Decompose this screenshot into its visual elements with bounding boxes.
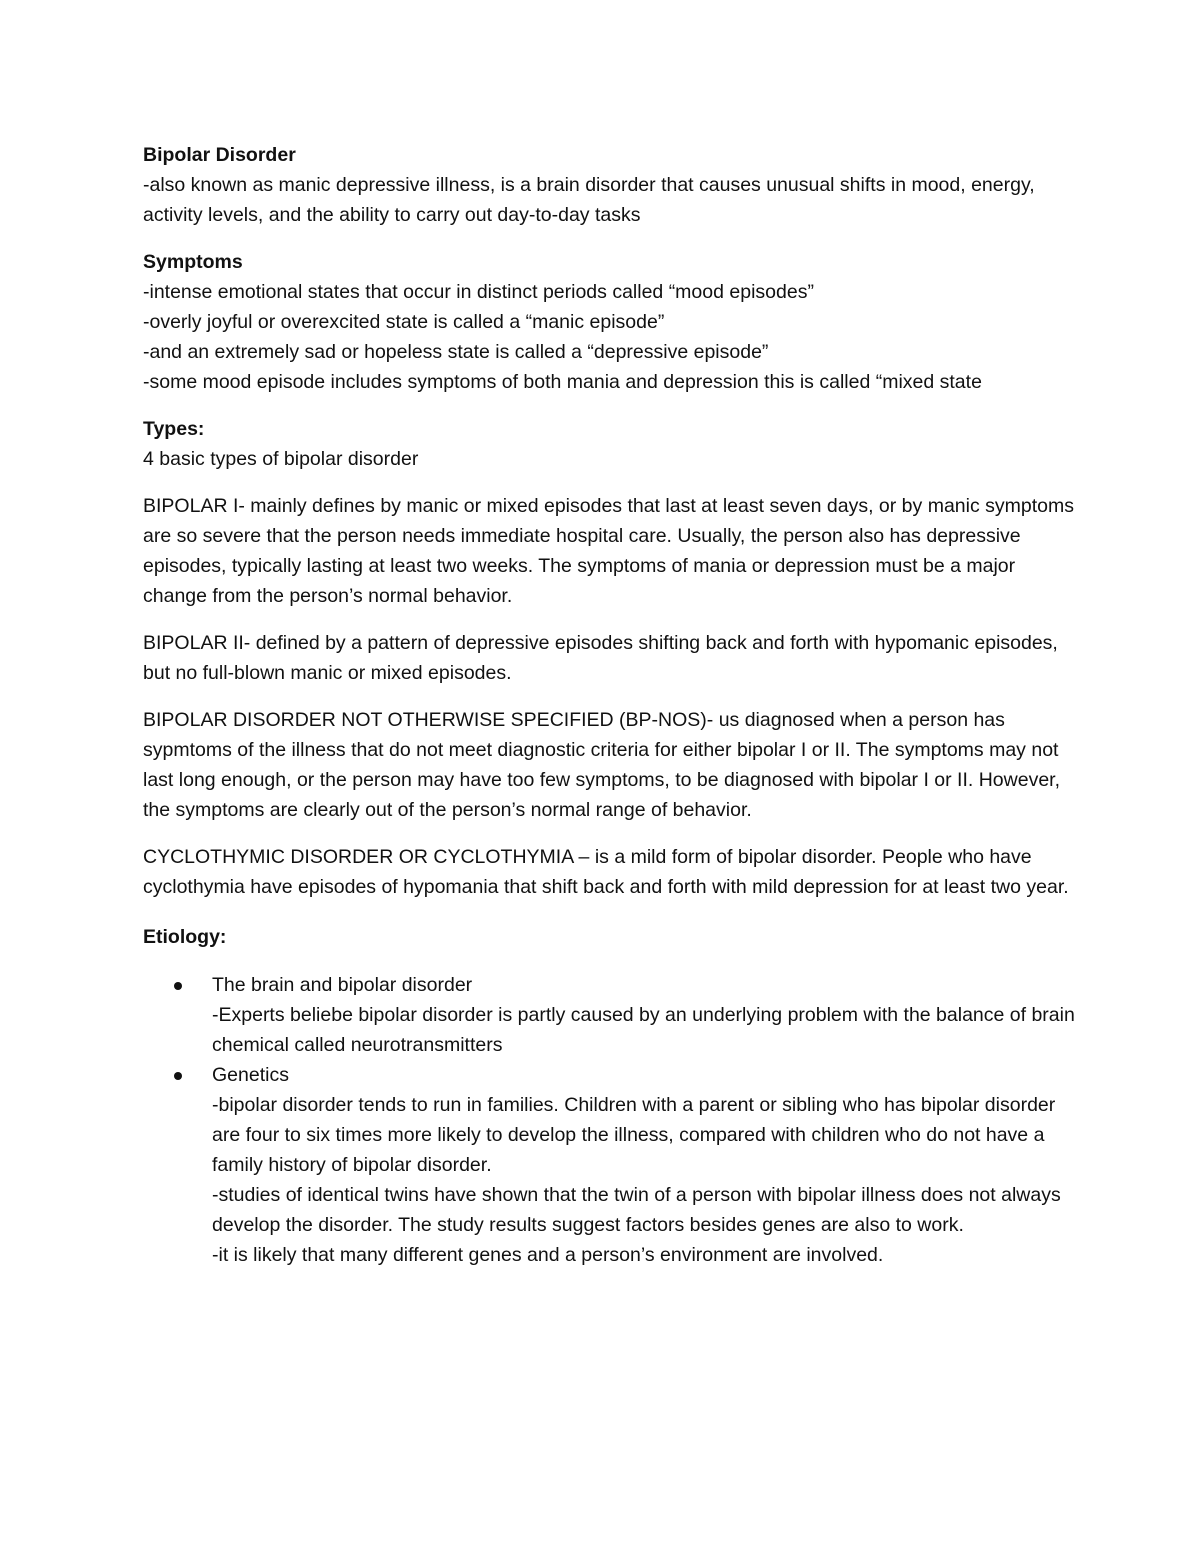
etiology-item-line: -studies of identical twins have shown that the twin of a person with bipolar illness does not always develop the disorder. The study results suggest factors besides genes are also to work.: [212, 1184, 1061, 1236]
etiology-item-title: Genetics: [212, 1064, 289, 1086]
bullet-icon: [174, 982, 182, 990]
etiology-item-line: -it is likely that many different genes and a person’s environment are involved.: [212, 1244, 884, 1266]
etiology-item-line: -Experts beliebe bipolar disorder is partly caused by an underlying problem with the balance of brain chemical called neurotransmitters: [212, 1004, 1075, 1056]
etiology-item-title: The brain and bipolar disorder: [212, 974, 473, 996]
symptom-line: -intense emotional states that occur in distinct periods called “mood episodes”: [143, 281, 814, 303]
cyclothymia-paragraph: CYCLOTHYMIC DISORDER OR CYCLOTHYMIA – is a mild form of bipolar disorder. People who have cyclothymia have episodes of hypomania that shift back and forth with mild depression for at least two year.: [143, 846, 1069, 898]
document-page: [143, 140, 1078, 1270]
document-title: Bipolar Disorder: [143, 144, 296, 166]
etiology-heading: Etiology:: [143, 926, 227, 948]
types-intro: 4 basic types of bipolar disorder: [143, 448, 419, 470]
bp-nos-paragraph: BIPOLAR DISORDER NOT OTHERWISE SPECIFIED (BP-NOS)- us diagnosed when a person has sypmtoms of the illness that do not meet diagnostic criteria for either bipolar I or II. The symptoms may not last long enough, or the person may have too few symptoms, to be diagnosed with bipolar I or II. However, the symptoms are clearly out of the person’s normal range of behavior.: [143, 709, 1061, 821]
etiology-item-line: -bipolar disorder tends to run in families. Children with a parent or sibling who has bipolar disorder are four to six times more likely to develop the illness, compared with children who do not have a family history of bipolar disorder.: [212, 1094, 1056, 1176]
bipolar-1-paragraph: BIPOLAR I- mainly defines by manic or mixed episodes that last at least seven days, or by manic symptoms are so severe that the person needs immediate hospital care. Usually, the person also has depressive episodes, typically lasting at least two weeks. The symptoms of mania or depression must be a major change from the person’s normal behavior.: [143, 495, 1074, 607]
list-item: [143, 1060, 1078, 1270]
list-item: [143, 970, 1078, 1060]
symptom-line: -some mood episode includes symptoms of both mania and depression this is called “mixed state: [143, 371, 982, 393]
bipolar-2-paragraph: BIPOLAR II- defined by a pattern of depressive episodes shifting back and forth with hypomanic episodes, but no full-blown manic or mixed episodes.: [143, 632, 1058, 684]
types-heading: Types:: [143, 418, 205, 440]
bullet-icon: [174, 1072, 182, 1080]
symptom-line: -and an extremely sad or hopeless state is called a “depressive episode”: [143, 341, 769, 363]
symptoms-heading: Symptoms: [143, 251, 243, 273]
etiology-list: [143, 970, 1078, 1270]
intro-paragraph: -also known as manic depressive illness, is a brain disorder that causes unusual shifts in mood, energy, activity levels, and the ability to carry out day-to-day tasks: [143, 174, 1035, 226]
symptom-line: -overly joyful or overexcited state is called a “manic episode”: [143, 311, 665, 333]
